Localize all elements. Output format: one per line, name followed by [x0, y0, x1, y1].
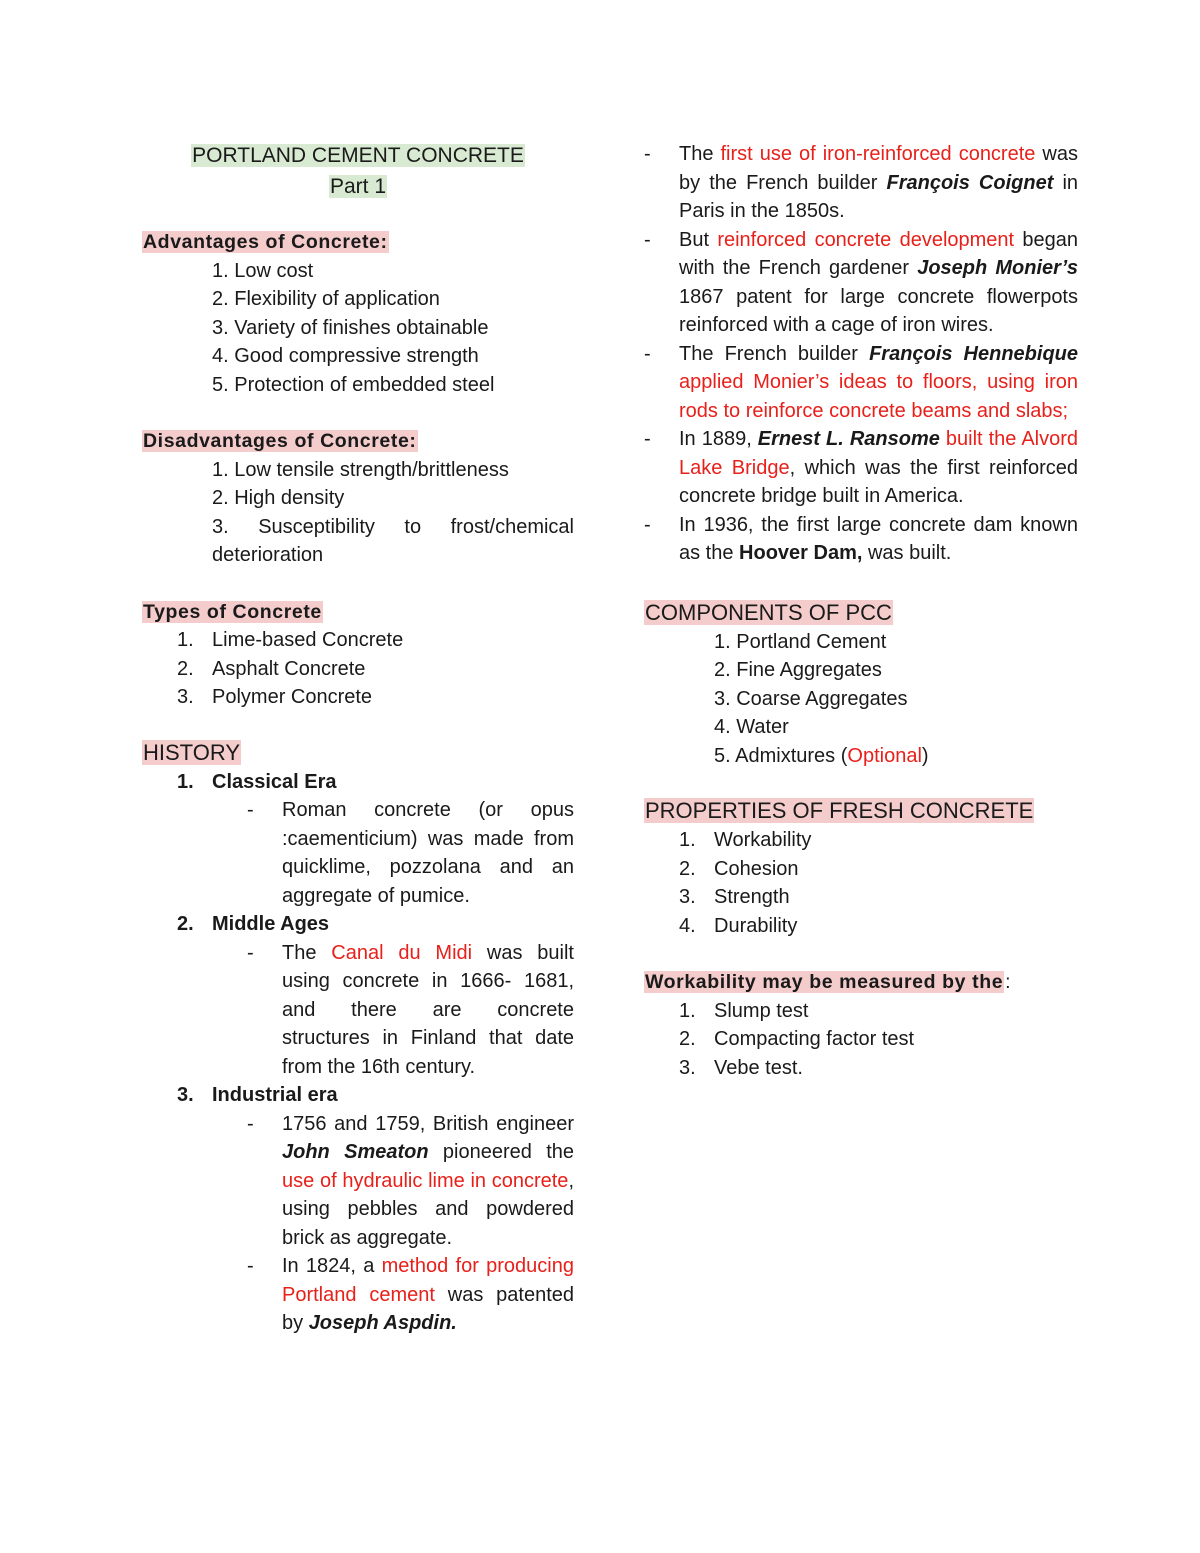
item-text: Polymer Concrete [212, 686, 373, 708]
properties-heading-text: PROPERTIES OF FRESH CONCRETE [645, 798, 1034, 823]
list-item [679, 883, 1078, 912]
era-industrial-title [142, 1081, 574, 1110]
landmark-name: Hoover Dam, [739, 542, 863, 564]
text-run: The [282, 941, 332, 964]
text-run: The [679, 143, 721, 165]
list-item: 3. Coarse Aggregates [714, 687, 908, 710]
list-item: 4. Good compressive strength [212, 345, 479, 367]
text-run: The French builder [679, 342, 870, 365]
history-bullet: - The Canal du Midi was built using concrete in 1666- 1681, and there are concrete structures in Finland that date from the 16th century. [142, 939, 574, 1082]
bullet-text [679, 226, 1078, 340]
era-number: 3. [177, 1084, 194, 1106]
text-run: was by the French builder [679, 143, 1078, 194]
list-item: 1. Portland Cement [714, 630, 887, 653]
text-run: , using pebbles and powdered brick as aggregate. [282, 1169, 574, 1249]
highlight-text: first use of iron-reinforced concrete [720, 143, 1036, 165]
bullet-text: Roman concrete (or opus :caementicium) was made from quicklime, pozzolana and an aggregate of pumice. [282, 799, 574, 907]
item-number: 1. [177, 629, 194, 651]
bullet-text [679, 140, 1078, 226]
bullet-text [679, 511, 1078, 568]
era-title-text: Industrial era [212, 1084, 338, 1106]
item-number: 2. [177, 657, 194, 680]
list-item: 1. Low cost [212, 259, 314, 282]
text-run: But [679, 228, 718, 251]
person-name: François Coignet [886, 171, 1054, 194]
history-heading [142, 738, 574, 768]
item-text: Slump test [714, 999, 809, 1022]
person-name: Joseph Aspdin. [308, 1312, 457, 1334]
item-text: Workability [714, 829, 812, 851]
list-item [679, 1054, 1078, 1083]
right-column [644, 140, 1078, 1082]
components-heading-text: COMPONENTS OF PCC [645, 599, 892, 625]
list-item: 3. Variety of finishes obtainable [212, 316, 489, 339]
bullet-text [679, 340, 1078, 426]
list-item [679, 855, 1078, 884]
highlight-text: reinforced concrete development [717, 228, 1015, 251]
bullet-text [282, 1252, 574, 1338]
list-item: 2. Fine Aggregates [714, 659, 882, 681]
person-name: John Smeaton [282, 1141, 429, 1163]
left-column [142, 140, 574, 1338]
item-number: 1. [679, 999, 696, 1022]
bullet-text [679, 425, 1078, 511]
workability-heading [644, 968, 1078, 997]
text-run: In 1889, [679, 428, 758, 450]
highlight-text: applied Monier’s ideas to floors, using iron rods to reinforce concrete beams and slabs; [679, 371, 1078, 422]
bullet-text [282, 1110, 574, 1253]
workability-heading-text: Workability may be measured by the [645, 971, 1004, 993]
types-list [142, 626, 574, 712]
era-middle-ages-title [142, 910, 574, 939]
item-number: 3. [177, 686, 194, 708]
person-name: Ernest L. Ransome [757, 428, 940, 450]
title-line-1: PORTLAND CEMENT CONCRETE [192, 144, 524, 167]
advantages-list [142, 257, 574, 400]
item-text: Durability [714, 914, 798, 937]
text-run: In 1824, a [282, 1255, 382, 1277]
disadvantages-heading [142, 427, 574, 456]
disadvantages-list [142, 456, 574, 570]
list-item: 5. Protection of embedded steel [212, 373, 495, 396]
person-name: François Hennebique [869, 342, 1078, 365]
advantages-heading-text: Advantages of Concrete: [143, 231, 388, 253]
list-item [679, 826, 1078, 855]
history-bullet: - The French builder François Hennebique applied Monier’s ideas to floors, using iron rods to reinforce concrete beams and slabs; [539, 340, 1078, 426]
text-run: was patented by [282, 1283, 575, 1334]
item-text: Vebe test. [714, 1056, 803, 1079]
bullet-text [282, 939, 574, 1082]
title-line-2: Part 1 [329, 175, 387, 198]
item-number: 4. [679, 914, 696, 937]
list-item [679, 1025, 1078, 1054]
list-item: 1. Low tensile strength/brittleness [212, 458, 509, 481]
components-heading [644, 598, 1078, 628]
item-number: 2. [679, 857, 696, 880]
text-run: ) [921, 744, 929, 767]
list-item: 2. Flexibility of application [212, 288, 440, 310]
text-run: 1756 and 1759, British engineer [282, 1112, 574, 1135]
text-run: in Paris in the 1850s. [679, 171, 1079, 222]
types-heading [142, 598, 574, 627]
highlight-text: Optional [847, 744, 922, 767]
list-item [177, 655, 574, 684]
item-number: 3. [679, 886, 696, 908]
text-run: was built. [862, 542, 952, 564]
highlight-text: built the Alvord Lake Bridge [679, 428, 1079, 479]
text-run: In 1936, the first large concrete dam known as the [679, 513, 1078, 564]
era-number: 1. [177, 770, 194, 793]
item-text: Strength [714, 886, 790, 908]
list-item: 3. Susceptibility to frost/chemical deterioration [212, 515, 574, 566]
history-bullet: - Roman concrete (or opus :caementicium) was made from quicklime, pozzolana and an aggregate of pumice. [142, 796, 574, 910]
era-classical-title [142, 768, 574, 797]
list-item: 2. High density [212, 487, 345, 509]
item-text: Lime-based Concrete [212, 629, 404, 651]
item-text: Cohesion [714, 857, 799, 880]
text-run: 1867 patent for large concrete flowerpots reinforced with a cage of iron wires. [679, 285, 1078, 336]
text-run: pioneered the [428, 1141, 575, 1163]
history-bullet: - The first use of iron-reinforced concrete was by the French builder François Coignet in Paris in the 1850s. [539, 140, 1078, 226]
advantages-heading [142, 228, 574, 257]
highlight-text: Canal du Midi [331, 941, 473, 964]
list-item [177, 683, 574, 712]
item-number: 3. [679, 1056, 696, 1079]
item-number: 1. [679, 829, 696, 851]
list-item [679, 997, 1078, 1026]
list-item [644, 742, 1078, 771]
history-bullet: - In 1824, a method for producing Portland cement was patented by Joseph Aspdin. [142, 1252, 574, 1338]
era-title-text: Middle Ages [212, 913, 330, 935]
page-title [142, 140, 574, 202]
item-number: 2. [679, 1028, 696, 1050]
history-bullet: - 1756 and 1759, British engineer John Smeaton pioneered the use of hydraulic lime in concrete, using pebbles and powdered brick as aggregate. [142, 1110, 574, 1253]
properties-list [644, 826, 1078, 940]
text-run: was built using concrete in 1666- 1681, and there are concrete structures in Finland that date from the 16th century. [282, 941, 574, 1078]
text-run: 5. Admixtures ( [714, 744, 848, 767]
properties-heading [644, 796, 1078, 826]
history-bullet: - But reinforced concrete development began with the French gardener Joseph Monier’s 1867 patent for large concrete flowerpots reinforced with a cage of iron wires. [539, 226, 1078, 340]
highlight-text: method for producing Portland cement [282, 1255, 574, 1306]
highlight-text: use of hydraulic lime in concrete [282, 1169, 569, 1192]
history-bullet: - In 1936, the first large concrete dam known as the Hoover Dam, was built. [539, 511, 1078, 568]
item-text: Compacting factor test [714, 1028, 915, 1050]
components-list [644, 628, 1078, 771]
list-item [177, 626, 574, 655]
list-item: 4. Water [714, 716, 789, 738]
types-heading-text: Types of Concrete [143, 600, 322, 623]
disadvantages-heading-text: Disadvantages of Concrete: [143, 430, 417, 452]
item-text: Asphalt Concrete [212, 657, 366, 680]
era-number: 2. [177, 913, 194, 935]
era-title-text: Classical Era [212, 770, 337, 793]
heading-colon: : [1005, 971, 1012, 993]
person-name: Joseph Monier’s [917, 257, 1078, 279]
list-item [679, 912, 1078, 941]
workability-list [644, 997, 1078, 1083]
text-run: began with the French gardener [679, 228, 1079, 279]
history-heading-text: HISTORY [143, 739, 240, 765]
text-run: , which was the first reinforced concrete bridge built in America. [679, 456, 1078, 507]
history-bullet: - In 1889, Ernest L. Ransome built the Alvord Lake Bridge, which was the first reinforced concrete bridge built in America. [539, 425, 1078, 511]
